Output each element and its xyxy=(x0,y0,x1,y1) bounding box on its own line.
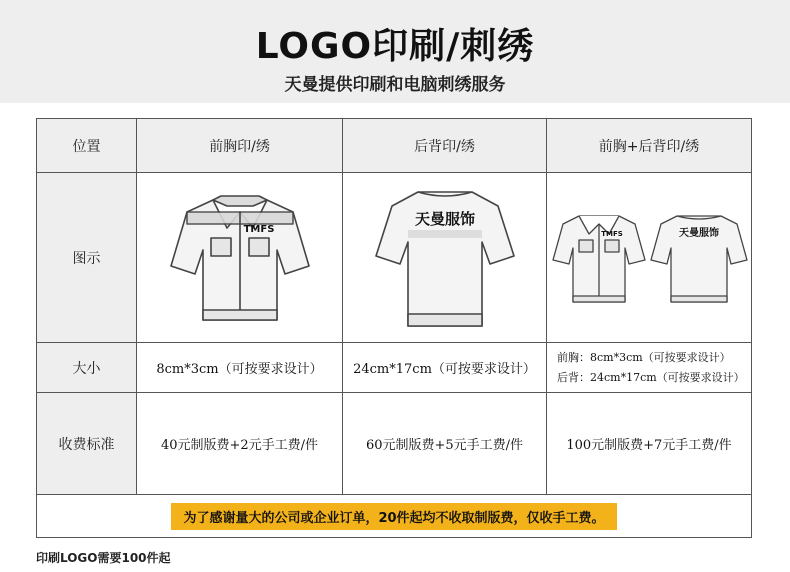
page-header xyxy=(0,0,790,103)
fee-back: 60元制版费+5元手工费/件 xyxy=(343,393,547,495)
both-shirt-illustration xyxy=(549,198,749,318)
back-logo-text: 天曼服饰 xyxy=(414,209,475,228)
size-both-front: 前胸：8cm*3cm（可按要求设计） xyxy=(557,350,731,364)
row-label-illustration: 图示 xyxy=(37,173,137,343)
pricing-table xyxy=(36,118,752,538)
size-both-back: 后背：24cm*17cm（可按要求设计） xyxy=(557,370,745,384)
back-shirt-cell xyxy=(343,173,547,343)
front-logo-text: TMFS xyxy=(243,223,274,235)
row-label-fee: 收费标准 xyxy=(37,393,137,495)
col-header-position: 位置 xyxy=(37,119,137,173)
row-label-size: 大小 xyxy=(37,343,137,393)
fee-both: 100元制版费+7元手工费/件 xyxy=(547,393,751,495)
both-shirt-cell xyxy=(547,173,751,343)
discount-banner-row xyxy=(37,495,751,537)
both-back-logo-text: 天曼服饰 xyxy=(679,227,719,239)
fee-front: 40元制版费+2元手工费/件 xyxy=(137,393,343,495)
back-shirt-illustration xyxy=(370,178,520,338)
front-shirt-cell xyxy=(137,173,343,343)
size-both xyxy=(547,343,751,393)
size-front: 8cm*3cm（可按要求设计） xyxy=(137,343,343,393)
page-title: LOGO印刷/刺绣 xyxy=(255,26,535,67)
size-back: 24cm*17cm（可按要求设计） xyxy=(343,343,547,393)
col-header-both: 前胸+后背印/绣 xyxy=(547,119,751,173)
front-shirt-illustration xyxy=(165,178,315,338)
discount-banner: 为了感谢量大的公司或企业订单，20件起均不收取制版费，仅收手工费。 xyxy=(171,503,616,530)
both-front-logo-text: TMFS xyxy=(601,229,623,238)
minimum-order-note: 印刷LOGO需要100件起 xyxy=(36,551,171,565)
col-header-back: 后背印/绣 xyxy=(343,119,547,173)
page-subtitle: 天曼提供印刷和电脑刺绣服务 xyxy=(284,75,506,95)
col-header-front: 前胸印/绣 xyxy=(137,119,343,173)
